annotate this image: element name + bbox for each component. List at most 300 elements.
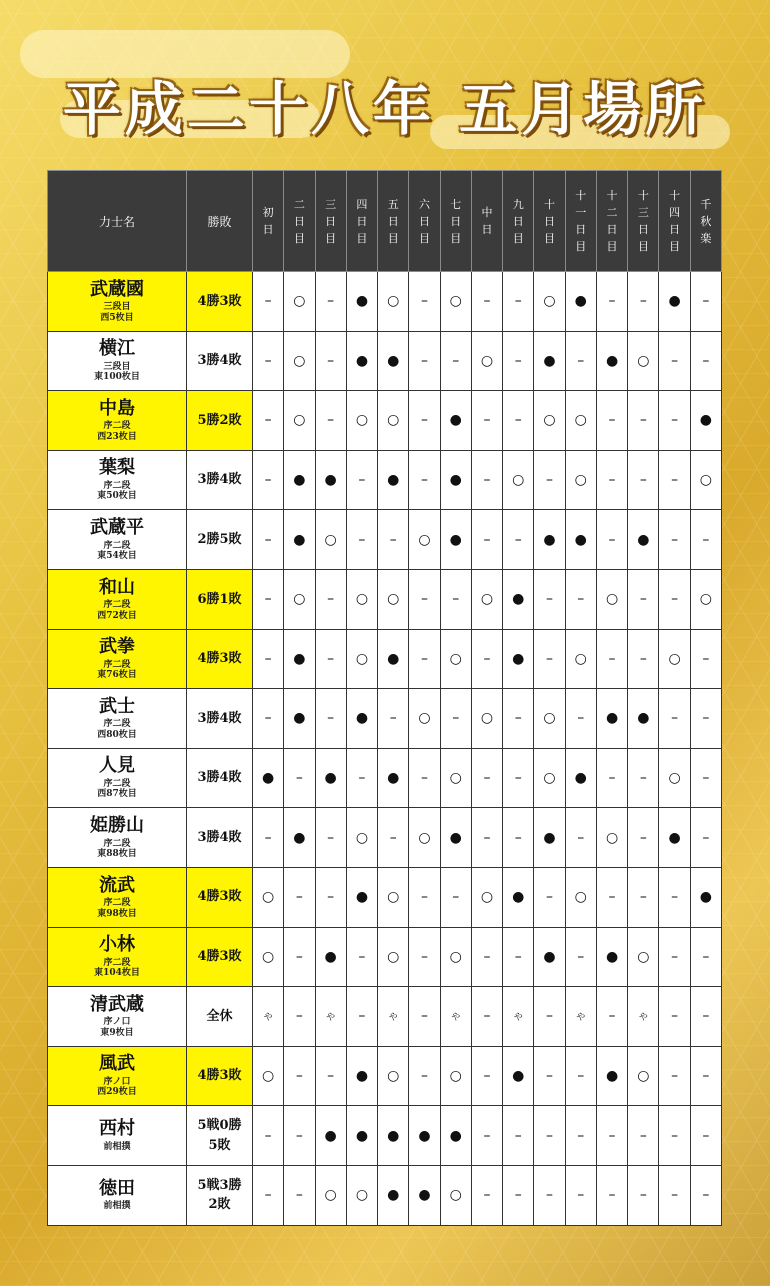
bout-result: ○ <box>284 569 315 629</box>
wrestler-cell <box>48 569 187 629</box>
bout-result: ○ <box>659 748 690 808</box>
table-row <box>48 450 722 510</box>
record-cell: 3勝4敗 <box>187 331 253 391</box>
record-cell: 3勝4敗 <box>187 689 253 749</box>
day-header: 三日目 <box>315 171 346 272</box>
wrestler-name: 中島 <box>99 397 135 419</box>
bout-result: – <box>534 1046 565 1106</box>
record-cell: 4勝3敗 <box>187 629 253 689</box>
bout-result: – <box>690 1165 721 1225</box>
record-cell: 3勝4敗 <box>187 748 253 808</box>
bout-result: や <box>378 987 409 1047</box>
bout-result: – <box>534 987 565 1047</box>
bout-result: や <box>315 987 346 1047</box>
bout-result: – <box>284 987 315 1047</box>
bout-result: – <box>253 510 284 570</box>
day-header: 十四日目 <box>659 171 690 272</box>
bout-result: ● <box>346 331 377 391</box>
table-row <box>48 748 722 808</box>
wrestler-cell <box>48 1165 187 1225</box>
bout-result: ○ <box>409 808 440 868</box>
bout-result: ○ <box>253 1046 284 1106</box>
bout-result: ● <box>565 748 596 808</box>
wrestler-cell <box>48 987 187 1047</box>
page-title: 平成二十八年 五月場所 <box>62 75 708 143</box>
day-header: 二日目 <box>284 171 315 272</box>
bout-result: – <box>690 927 721 987</box>
bout-result: や <box>565 987 596 1047</box>
bout-result: ● <box>503 867 534 927</box>
bout-result: – <box>565 1165 596 1225</box>
header-row <box>48 171 722 272</box>
bout-result: ● <box>503 629 534 689</box>
bout-result: – <box>690 510 721 570</box>
bout-result: ● <box>315 748 346 808</box>
table-row <box>48 1106 722 1166</box>
table-row <box>48 867 722 927</box>
bout-result: – <box>503 689 534 749</box>
bout-result: – <box>253 272 284 332</box>
bout-result: ● <box>440 391 471 451</box>
bout-result: ○ <box>440 629 471 689</box>
bout-result: – <box>471 272 502 332</box>
day-header: 十二日目 <box>596 171 627 272</box>
bout-result: ○ <box>596 569 627 629</box>
bout-result: – <box>409 867 440 927</box>
bout-result: ● <box>440 1106 471 1166</box>
bout-result: – <box>378 689 409 749</box>
bout-result: ● <box>346 1046 377 1106</box>
bout-result: ○ <box>503 450 534 510</box>
bout-result: – <box>628 1165 659 1225</box>
bout-result: – <box>409 272 440 332</box>
bout-result: ○ <box>534 391 565 451</box>
bout-result: – <box>284 1046 315 1106</box>
bout-result: – <box>628 450 659 510</box>
bout-result: – <box>409 927 440 987</box>
bout-result: – <box>659 391 690 451</box>
wrestler-division: 序二段 <box>103 600 131 611</box>
bout-result: ○ <box>378 272 409 332</box>
bout-result: – <box>628 569 659 629</box>
bout-result: – <box>346 987 377 1047</box>
day-header: 千秋楽 <box>690 171 721 272</box>
bout-result: ● <box>378 748 409 808</box>
wrestler-division: 序二段 <box>103 957 131 968</box>
wrestler-cell <box>48 450 187 510</box>
bout-result: や <box>628 987 659 1047</box>
bout-result: ● <box>284 450 315 510</box>
bout-result: – <box>253 689 284 749</box>
bout-result: – <box>378 808 409 868</box>
bout-result: – <box>659 510 690 570</box>
bout-result: – <box>534 569 565 629</box>
bout-result: – <box>409 391 440 451</box>
bout-result: ● <box>346 867 377 927</box>
bout-result: ● <box>503 569 534 629</box>
bout-result: – <box>659 927 690 987</box>
bout-result: – <box>565 569 596 629</box>
bout-result: ○ <box>659 629 690 689</box>
bout-result: – <box>253 629 284 689</box>
bout-result: – <box>503 272 534 332</box>
bout-result: ● <box>253 748 284 808</box>
wrestler-name: 横江 <box>99 338 135 360</box>
wrestler-cell <box>48 867 187 927</box>
bout-result: – <box>628 808 659 868</box>
wrestler-cell <box>48 629 187 689</box>
table-row <box>48 927 722 987</box>
table-row <box>48 391 722 451</box>
wrestler-name: 武蔵國 <box>90 278 144 300</box>
bout-result: – <box>284 1165 315 1225</box>
wrestler-division: 前相撲 <box>103 1141 131 1152</box>
bout-result: ○ <box>315 510 346 570</box>
day-header: 六日目 <box>409 171 440 272</box>
wrestler-name: 流武 <box>99 874 135 896</box>
wrestler-division: 序二段 <box>103 421 131 432</box>
bout-result: ○ <box>690 450 721 510</box>
bout-result: ● <box>596 927 627 987</box>
bout-result: ○ <box>565 391 596 451</box>
bout-result: ● <box>690 867 721 927</box>
table-row <box>48 808 722 868</box>
bout-result: – <box>409 331 440 391</box>
bout-result: ○ <box>346 808 377 868</box>
table-row <box>48 987 722 1047</box>
bout-result: – <box>471 748 502 808</box>
bout-result: – <box>534 450 565 510</box>
bout-result: – <box>596 987 627 1047</box>
bout-result: – <box>628 629 659 689</box>
bout-result: や <box>440 987 471 1047</box>
wrestler-division: 三段目 <box>103 302 131 313</box>
bout-result: ● <box>503 1046 534 1106</box>
wrestler-rank: 東54枚目 <box>97 551 137 562</box>
table-row <box>48 1165 722 1225</box>
bout-result: ● <box>346 272 377 332</box>
record-cell: 2勝5敗 <box>187 510 253 570</box>
wrestler-rank: 東50枚目 <box>97 491 137 502</box>
bout-result: – <box>503 927 534 987</box>
bout-result: – <box>409 1046 440 1106</box>
record-column-header: 勝敗 <box>187 171 253 272</box>
bout-result: – <box>690 1106 721 1166</box>
record-cell: 4勝3敗 <box>187 867 253 927</box>
bout-result: – <box>378 510 409 570</box>
bout-result: ○ <box>409 510 440 570</box>
record-cell: 4勝3敗 <box>187 927 253 987</box>
bout-result: – <box>565 808 596 868</box>
wrestler-name: 徳田 <box>99 1177 135 1199</box>
bout-result: – <box>659 331 690 391</box>
record-cell: 3勝4敗 <box>187 808 253 868</box>
wrestler-rank: 西23枚目 <box>97 431 137 442</box>
bout-result: – <box>659 569 690 629</box>
bout-result: – <box>440 569 471 629</box>
bout-result: – <box>596 1165 627 1225</box>
bout-result: – <box>315 1046 346 1106</box>
wrestler-rank: 東98枚目 <box>97 908 137 919</box>
wrestler-cell <box>48 1106 187 1166</box>
day-header: 四日目 <box>346 171 377 272</box>
bout-result: – <box>471 629 502 689</box>
bout-result: – <box>596 272 627 332</box>
bout-result: ● <box>534 331 565 391</box>
bout-result: – <box>503 1106 534 1166</box>
bout-result: ● <box>440 450 471 510</box>
bout-result: – <box>315 391 346 451</box>
bout-result: ● <box>690 391 721 451</box>
bout-result: – <box>315 629 346 689</box>
wrestler-cell <box>48 689 187 749</box>
bout-result: – <box>565 331 596 391</box>
bout-result: – <box>346 927 377 987</box>
bout-result: – <box>565 1106 596 1166</box>
bout-result: – <box>690 689 721 749</box>
bout-result: ○ <box>534 272 565 332</box>
bout-result: – <box>471 1106 502 1166</box>
bout-result: ● <box>534 510 565 570</box>
bout-result: ○ <box>378 569 409 629</box>
bout-result: ● <box>628 510 659 570</box>
wrestler-name: 姫勝山 <box>90 814 144 836</box>
record-cell: 6勝1敗 <box>187 569 253 629</box>
bout-result: – <box>596 391 627 451</box>
bout-result: – <box>659 987 690 1047</box>
table-row <box>48 272 722 332</box>
bout-result: – <box>596 867 627 927</box>
bout-result: – <box>503 1165 534 1225</box>
bout-result: – <box>596 748 627 808</box>
bout-result: ● <box>315 1106 346 1166</box>
wrestler-name: 武拳 <box>99 636 135 658</box>
bout-result: – <box>659 689 690 749</box>
bout-result: – <box>346 510 377 570</box>
day-header: 五日目 <box>378 171 409 272</box>
wrestler-rank: 西87枚目 <box>97 789 137 800</box>
wrestler-cell <box>48 510 187 570</box>
bout-result: – <box>690 808 721 868</box>
bout-result: – <box>596 450 627 510</box>
bout-result: – <box>471 987 502 1047</box>
wrestler-division: 序二段 <box>103 719 131 730</box>
bout-result: – <box>440 867 471 927</box>
bout-result: ○ <box>690 569 721 629</box>
bout-result: – <box>315 867 346 927</box>
bout-result: ○ <box>471 689 502 749</box>
bout-result: – <box>690 748 721 808</box>
bout-result: – <box>565 927 596 987</box>
wrestler-division: 前相撲 <box>103 1201 131 1212</box>
wrestler-cell <box>48 748 187 808</box>
bout-result: – <box>409 987 440 1047</box>
bout-result: – <box>409 629 440 689</box>
bout-result: – <box>690 629 721 689</box>
bout-result: – <box>628 391 659 451</box>
bout-result: – <box>346 450 377 510</box>
bout-result: ○ <box>346 391 377 451</box>
bout-result: – <box>253 331 284 391</box>
bout-result: ○ <box>440 1046 471 1106</box>
bout-result: ○ <box>253 927 284 987</box>
bout-result: – <box>409 748 440 808</box>
wrestler-cell <box>48 331 187 391</box>
bout-result: – <box>628 272 659 332</box>
wrestler-rank: 東76枚目 <box>97 670 137 681</box>
bout-result: – <box>534 629 565 689</box>
bout-result: ○ <box>346 1165 377 1225</box>
record-cell: 4勝3敗 <box>187 272 253 332</box>
bout-result: ● <box>659 808 690 868</box>
bout-result: ● <box>378 1165 409 1225</box>
table-row <box>48 689 722 749</box>
bout-result: ○ <box>346 629 377 689</box>
record-cell: 4勝3敗 <box>187 1046 253 1106</box>
bout-result: ● <box>534 927 565 987</box>
wrestler-name: 葉梨 <box>99 457 135 479</box>
bout-result: ● <box>628 689 659 749</box>
bout-result: ● <box>284 689 315 749</box>
day-header: 十一日目 <box>565 171 596 272</box>
record-cell: 5戦3勝 2敗 <box>187 1165 253 1225</box>
bout-result: – <box>471 1165 502 1225</box>
bout-result: – <box>471 391 502 451</box>
wrestler-division: 三段目 <box>103 361 131 372</box>
bout-result: – <box>628 748 659 808</box>
wrestler-division: 序二段 <box>103 898 131 909</box>
bout-result: ○ <box>409 689 440 749</box>
bout-result: – <box>315 331 346 391</box>
wrestler-name: 西村 <box>99 1118 135 1140</box>
wrestler-division: 序二段 <box>103 838 131 849</box>
bout-result: ○ <box>596 808 627 868</box>
bout-result: – <box>284 748 315 808</box>
table-row <box>48 629 722 689</box>
bout-result: – <box>690 1046 721 1106</box>
day-header: 十三日目 <box>628 171 659 272</box>
bout-result: – <box>471 450 502 510</box>
bout-result: – <box>471 927 502 987</box>
bout-result: – <box>315 689 346 749</box>
bout-result: ○ <box>565 629 596 689</box>
day-header: 七日目 <box>440 171 471 272</box>
bout-result: – <box>253 450 284 510</box>
bout-result: ○ <box>440 1165 471 1225</box>
wrestler-division: 序二段 <box>103 779 131 790</box>
wrestler-rank: 西80枚目 <box>97 729 137 740</box>
bout-result: – <box>440 689 471 749</box>
bout-result: ○ <box>378 867 409 927</box>
bout-result: ○ <box>534 689 565 749</box>
bout-result: – <box>284 1106 315 1166</box>
bout-result: – <box>659 1046 690 1106</box>
wrestler-cell <box>48 391 187 451</box>
bout-result: – <box>315 272 346 332</box>
bout-result: ● <box>565 510 596 570</box>
bout-result: ○ <box>628 331 659 391</box>
record-cell: 5戦0勝 5敗 <box>187 1106 253 1166</box>
table-row <box>48 510 722 570</box>
day-header: 初日 <box>253 171 284 272</box>
bout-result: – <box>471 510 502 570</box>
bout-result: – <box>628 1106 659 1166</box>
wrestler-cell <box>48 927 187 987</box>
bout-result: – <box>315 569 346 629</box>
bout-result: ○ <box>284 331 315 391</box>
bout-result: – <box>284 867 315 927</box>
day-header: 九日目 <box>503 171 534 272</box>
bout-result: – <box>596 510 627 570</box>
bout-result: ● <box>378 331 409 391</box>
bout-result: ● <box>596 689 627 749</box>
bout-result: ○ <box>284 391 315 451</box>
bout-result: ● <box>378 450 409 510</box>
bout-result: ○ <box>565 867 596 927</box>
record-cell: 5勝2敗 <box>187 391 253 451</box>
bout-result: – <box>565 689 596 749</box>
bout-result: – <box>596 1106 627 1166</box>
bout-result: – <box>253 391 284 451</box>
bout-result: ○ <box>378 1046 409 1106</box>
bout-result: ○ <box>378 391 409 451</box>
bout-result: ● <box>596 331 627 391</box>
bout-result: ○ <box>440 748 471 808</box>
bout-result: ● <box>565 272 596 332</box>
bout-result: ○ <box>284 272 315 332</box>
bout-result: ● <box>346 1106 377 1166</box>
bout-result: ○ <box>471 331 502 391</box>
day-header: 中日 <box>471 171 502 272</box>
bout-result: – <box>534 1106 565 1166</box>
bout-result: – <box>503 391 534 451</box>
bout-result: ● <box>346 689 377 749</box>
wrestler-name: 武士 <box>99 695 135 717</box>
bout-result: ○ <box>440 272 471 332</box>
bout-result: – <box>253 808 284 868</box>
bout-result: ○ <box>628 1046 659 1106</box>
wrestler-rank: 西5枚目 <box>100 312 134 323</box>
wrestler-name: 人見 <box>99 755 135 777</box>
wrestler-name: 和山 <box>99 576 135 598</box>
bout-result: ○ <box>471 569 502 629</box>
bout-result: – <box>440 331 471 391</box>
table-row <box>48 1046 722 1106</box>
bout-result: – <box>503 331 534 391</box>
bout-result: ● <box>440 808 471 868</box>
wrestler-name: 清武蔵 <box>90 993 144 1015</box>
table-row <box>48 331 722 391</box>
wrestler-division: 序二段 <box>103 481 131 492</box>
bout-result: – <box>659 1106 690 1166</box>
bout-result: – <box>659 1165 690 1225</box>
wrestler-cell <box>48 272 187 332</box>
record-cell: 3勝4敗 <box>187 450 253 510</box>
bout-result: ○ <box>440 927 471 987</box>
bout-result: ○ <box>534 748 565 808</box>
wrestler-name: 小林 <box>99 934 135 956</box>
bout-result: – <box>659 867 690 927</box>
bout-result: ● <box>596 1046 627 1106</box>
bout-result: ● <box>284 629 315 689</box>
wrestler-rank: 東104枚目 <box>94 968 140 979</box>
wrestler-division: 序ノ口 <box>103 1017 131 1028</box>
bout-result: や <box>503 987 534 1047</box>
wrestler-division: 序二段 <box>103 659 131 670</box>
bout-result: – <box>690 331 721 391</box>
bout-result: – <box>659 450 690 510</box>
bout-result: – <box>503 748 534 808</box>
